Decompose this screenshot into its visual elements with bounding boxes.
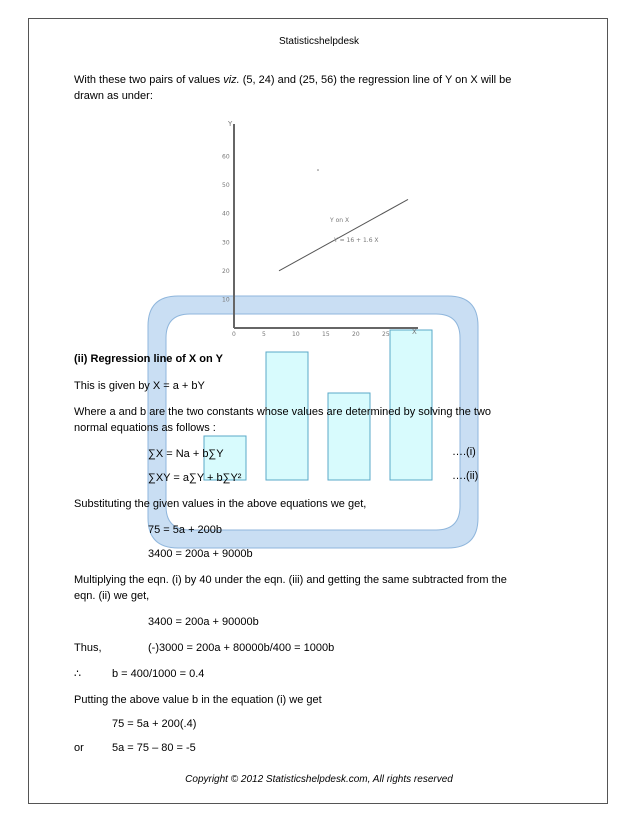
b-value: b = 400/1000 = 0.4 <box>112 668 205 680</box>
page-footer: Copyright © 2012 Statisticshelpdesk.com, All rights reserved <box>185 774 453 785</box>
x-tick-label: 15 <box>322 331 330 338</box>
thus-label: Thus, <box>74 642 102 654</box>
putting-line: Putting the above value b in the equation (i) we get <box>74 694 322 706</box>
putting-eq-1: 75 = 5a + 200(.4) <box>112 718 197 730</box>
y-tick-label: 40 <box>222 210 230 218</box>
substituted-eq-2: 3400 = 200a + 9000b <box>148 548 253 560</box>
x-tick-label: 20 <box>352 331 360 338</box>
y-tick-label: 30 <box>222 239 230 247</box>
putting-eq-2: 5a = 75 – 80 = -5 <box>112 742 196 754</box>
where-line-2: normal equations as follows : <box>74 422 216 434</box>
x-tick-label: 25 <box>382 331 390 338</box>
therefore-symbol: ∴ <box>74 668 81 680</box>
multiply-line-1: Multiplying the eqn. (i) by 40 under the eqn. (iii) and getting the same subtracted from the <box>74 574 507 586</box>
chart-annotation-1: Y on X <box>330 217 350 224</box>
given-line: This is given by X = a + bY <box>74 380 205 392</box>
normal-eq-1-tag: ….(i) <box>452 446 476 458</box>
substituted-eq-1: 75 = 5a + 200b <box>148 524 223 536</box>
or-label: or <box>74 742 84 754</box>
y-tick-label: 50 <box>222 182 230 190</box>
x-tick-label: 10 <box>292 331 300 338</box>
multiply-line-2: eqn. (ii) we get, <box>74 590 150 602</box>
substitution-line: Substituting the given values in the above equations we get, <box>74 498 367 510</box>
thus-eq: (-)3000 = 200a + 80000b/400 = 1000b <box>148 642 335 654</box>
intro-line-1: With these two pairs of values viz. (5, 24) and (25, 56) the regression line of Y on X will be <box>74 74 512 86</box>
section-title: (ii) Regression line of X on Y <box>74 353 223 365</box>
normal-eq-1: ∑X = Na + b∑Y <box>148 448 224 460</box>
regression-line <box>279 199 408 270</box>
chart-annotation-2: Y = 16 + 1.6 X <box>334 237 379 244</box>
where-line-1: Where a and b are the two constants whose values are determined by solving the two <box>74 406 492 418</box>
y-tick-label: 10 <box>222 296 230 304</box>
chart-dot <box>317 169 319 171</box>
y-tick-label: 60 <box>222 153 230 161</box>
multiplied-eq: 3400 = 200a + 90000b <box>148 616 259 628</box>
normal-eq-2: ∑XY = a∑Y + b∑Y² <box>148 472 242 484</box>
page-header: Statisticshelpdesk <box>278 36 360 47</box>
chart-ylabel: Y <box>228 120 233 128</box>
normal-eq-2-tag: ….(ii) <box>452 470 479 482</box>
x-tick-label: 0 <box>232 331 236 338</box>
y-tick-label: 20 <box>222 267 230 275</box>
chart-xlabel: X <box>412 328 417 336</box>
intro-line-2: drawn as under: <box>74 90 153 102</box>
regression-chart <box>212 112 442 342</box>
x-tick-label: 5 <box>262 331 266 338</box>
